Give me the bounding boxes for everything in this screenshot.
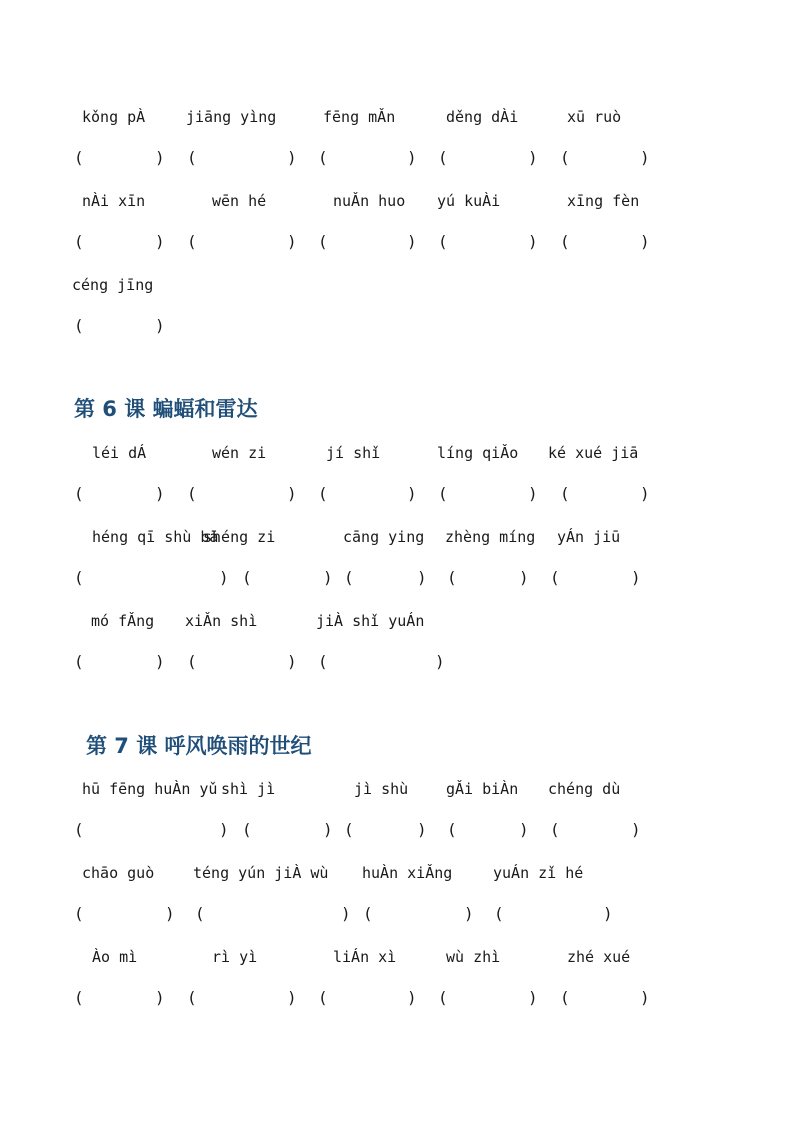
answer-blank-open[interactable]: ( xyxy=(560,232,570,251)
pinyin-word: yuÁn zǐ hé xyxy=(493,864,584,882)
answer-blank-close[interactable]: ) xyxy=(155,148,165,167)
answer-blank-open[interactable]: ( xyxy=(318,988,328,1007)
answer-blank-close[interactable]: ) xyxy=(603,904,613,923)
answer-blank-open[interactable]: ( xyxy=(74,988,84,1007)
answer-blank-open[interactable]: ( xyxy=(318,148,328,167)
answer-blank-close[interactable]: ) xyxy=(155,316,165,335)
answer-blank-close[interactable]: ) xyxy=(287,232,297,251)
answer-blank-open[interactable]: ( xyxy=(74,232,84,251)
answer-blank-open[interactable]: ( xyxy=(187,484,197,503)
answer-blank-open[interactable]: ( xyxy=(74,568,84,587)
answer-blank-open[interactable]: ( xyxy=(195,904,205,923)
answer-blank-open[interactable]: ( xyxy=(187,148,197,167)
answer-blank-open[interactable]: ( xyxy=(187,652,197,671)
answer-blank-open[interactable]: ( xyxy=(318,484,328,503)
pinyin-word: jí shǐ xyxy=(326,444,381,462)
answer-blank-close[interactable]: ) xyxy=(407,232,417,251)
answer-blank-close[interactable]: ) xyxy=(407,148,417,167)
pinyin-word: mó fǍng xyxy=(91,612,155,630)
answer-blank-open[interactable]: ( xyxy=(438,232,448,251)
answer-blank-close[interactable]: ) xyxy=(631,820,641,839)
answer-blank-open[interactable]: ( xyxy=(74,904,84,923)
answer-blank-close[interactable]: ) xyxy=(287,148,297,167)
answer-blank-close[interactable]: ) xyxy=(341,904,351,923)
answer-blank-open[interactable]: ( xyxy=(560,988,570,1007)
pinyin-word: xiǍn shì xyxy=(185,612,258,630)
pinyin-word: chéng dù xyxy=(548,780,621,798)
answer-blank-open[interactable]: ( xyxy=(438,148,448,167)
answer-blank-close[interactable]: ) xyxy=(417,820,427,839)
pinyin-word: děng dÀi xyxy=(446,108,519,126)
answer-blank-close[interactable]: ) xyxy=(287,988,297,1007)
pinyin-word: nÀi xīn xyxy=(82,192,146,210)
pinyin-word: jiāng yìng xyxy=(186,108,277,126)
answer-blank-open[interactable]: ( xyxy=(74,148,84,167)
pinyin-word: xīng fèn xyxy=(567,192,640,210)
pinyin-word: yÁn jiū xyxy=(557,528,621,546)
answer-blank-open[interactable]: ( xyxy=(550,568,560,587)
answer-blank-close[interactable]: ) xyxy=(640,988,650,1007)
answer-blank-open[interactable]: ( xyxy=(242,568,252,587)
answer-blank-close[interactable]: ) xyxy=(528,988,538,1007)
answer-blank-close[interactable]: ) xyxy=(640,484,650,503)
pinyin-word: céng jīng xyxy=(72,276,154,294)
pinyin-word: chāo guò xyxy=(82,864,155,882)
pinyin-word: jì shù xyxy=(354,780,409,798)
answer-blank-open[interactable]: ( xyxy=(363,904,373,923)
pinyin-word: shéng zi xyxy=(203,528,276,546)
answer-blank-close[interactable]: ) xyxy=(155,484,165,503)
pinyin-word: nuǍn huo xyxy=(333,192,406,210)
pinyin-word: shì jì xyxy=(221,780,276,798)
answer-blank-open[interactable]: ( xyxy=(187,988,197,1007)
answer-blank-open[interactable]: ( xyxy=(344,568,354,587)
answer-blank-close[interactable]: ) xyxy=(435,652,445,671)
answer-blank-close[interactable]: ) xyxy=(640,232,650,251)
answer-blank-open[interactable]: ( xyxy=(447,820,457,839)
pinyin-word: kǒng pÀ xyxy=(82,108,146,126)
answer-blank-open[interactable]: ( xyxy=(74,820,84,839)
answer-blank-open[interactable]: ( xyxy=(438,988,448,1007)
answer-blank-open[interactable]: ( xyxy=(447,568,457,587)
pinyin-word: héng qī shù bā xyxy=(92,528,219,546)
answer-blank-open[interactable]: ( xyxy=(560,148,570,167)
answer-blank-close[interactable]: ) xyxy=(528,148,538,167)
pinyin-word: liÁn xì xyxy=(333,948,397,966)
answer-blank-open[interactable]: ( xyxy=(318,232,328,251)
answer-blank-open[interactable]: ( xyxy=(560,484,570,503)
pinyin-word: zhé xué xyxy=(567,948,631,966)
pinyin-word: wù zhì xyxy=(446,948,501,966)
pinyin-word: huÀn xiǍng xyxy=(362,864,453,882)
answer-blank-open[interactable]: ( xyxy=(550,820,560,839)
answer-blank-close[interactable]: ) xyxy=(528,484,538,503)
answer-blank-close[interactable]: ) xyxy=(219,820,229,839)
pinyin-word: gǍi biÀn xyxy=(446,780,519,798)
answer-blank-close[interactable]: ) xyxy=(528,232,538,251)
answer-blank-open[interactable]: ( xyxy=(318,652,328,671)
answer-blank-open[interactable]: ( xyxy=(74,652,84,671)
answer-blank-open[interactable]: ( xyxy=(74,316,84,335)
answer-blank-open[interactable]: ( xyxy=(242,820,252,839)
pinyin-word: wén zi xyxy=(212,444,267,462)
answer-blank-open[interactable]: ( xyxy=(187,232,197,251)
answer-blank-open[interactable]: ( xyxy=(344,820,354,839)
answer-blank-close[interactable]: ) xyxy=(519,568,529,587)
answer-blank-close[interactable]: ) xyxy=(155,232,165,251)
answer-blank-close[interactable]: ) xyxy=(631,568,641,587)
answer-blank-close[interactable]: ) xyxy=(155,652,165,671)
answer-blank-close[interactable]: ) xyxy=(407,988,417,1007)
pinyin-word: rì yì xyxy=(212,948,258,966)
answer-blank-close[interactable]: ) xyxy=(287,652,297,671)
pinyin-word: fēng mǍn xyxy=(323,108,396,126)
lesson-6-title: 第 6 课 蝙蝠和雷达 xyxy=(74,397,258,421)
pinyin-word: léi dÁ xyxy=(92,444,147,462)
answer-blank-close[interactable]: ) xyxy=(323,568,333,587)
pinyin-word: yú kuÀi xyxy=(437,192,501,210)
answer-blank-close[interactable]: ) xyxy=(165,904,175,923)
answer-blank-close[interactable]: ) xyxy=(640,148,650,167)
pinyin-word: Ào mì xyxy=(92,948,138,966)
pinyin-word: cāng ying xyxy=(343,528,425,546)
answer-blank-close[interactable]: ) xyxy=(219,568,229,587)
answer-blank-open[interactable]: ( xyxy=(494,904,504,923)
pinyin-word: líng qiǍo xyxy=(437,444,519,462)
pinyin-word: téng yún jiÀ wù xyxy=(193,864,329,882)
answer-blank-close[interactable]: ) xyxy=(417,568,427,587)
pinyin-word: ké xué jiā xyxy=(548,444,639,462)
answer-blank-close[interactable]: ) xyxy=(287,484,297,503)
answer-blank-close[interactable]: ) xyxy=(464,904,474,923)
lesson-7-title: 第 7 课 呼风唤雨的世纪 xyxy=(86,734,312,758)
pinyin-word: wēn hé xyxy=(212,192,267,210)
pinyin-word: zhèng míng xyxy=(445,528,536,546)
pinyin-word: xū ruò xyxy=(567,108,622,126)
answer-blank-close[interactable]: ) xyxy=(407,484,417,503)
pinyin-word: jiÀ shǐ yuÁn xyxy=(316,612,425,630)
answer-blank-close[interactable]: ) xyxy=(155,988,165,1007)
pinyin-word: hū fēng huÀn yǔ xyxy=(82,780,218,798)
answer-blank-open[interactable]: ( xyxy=(438,484,448,503)
answer-blank-close[interactable]: ) xyxy=(519,820,529,839)
answer-blank-close[interactable]: ) xyxy=(323,820,333,839)
answer-blank-open[interactable]: ( xyxy=(74,484,84,503)
